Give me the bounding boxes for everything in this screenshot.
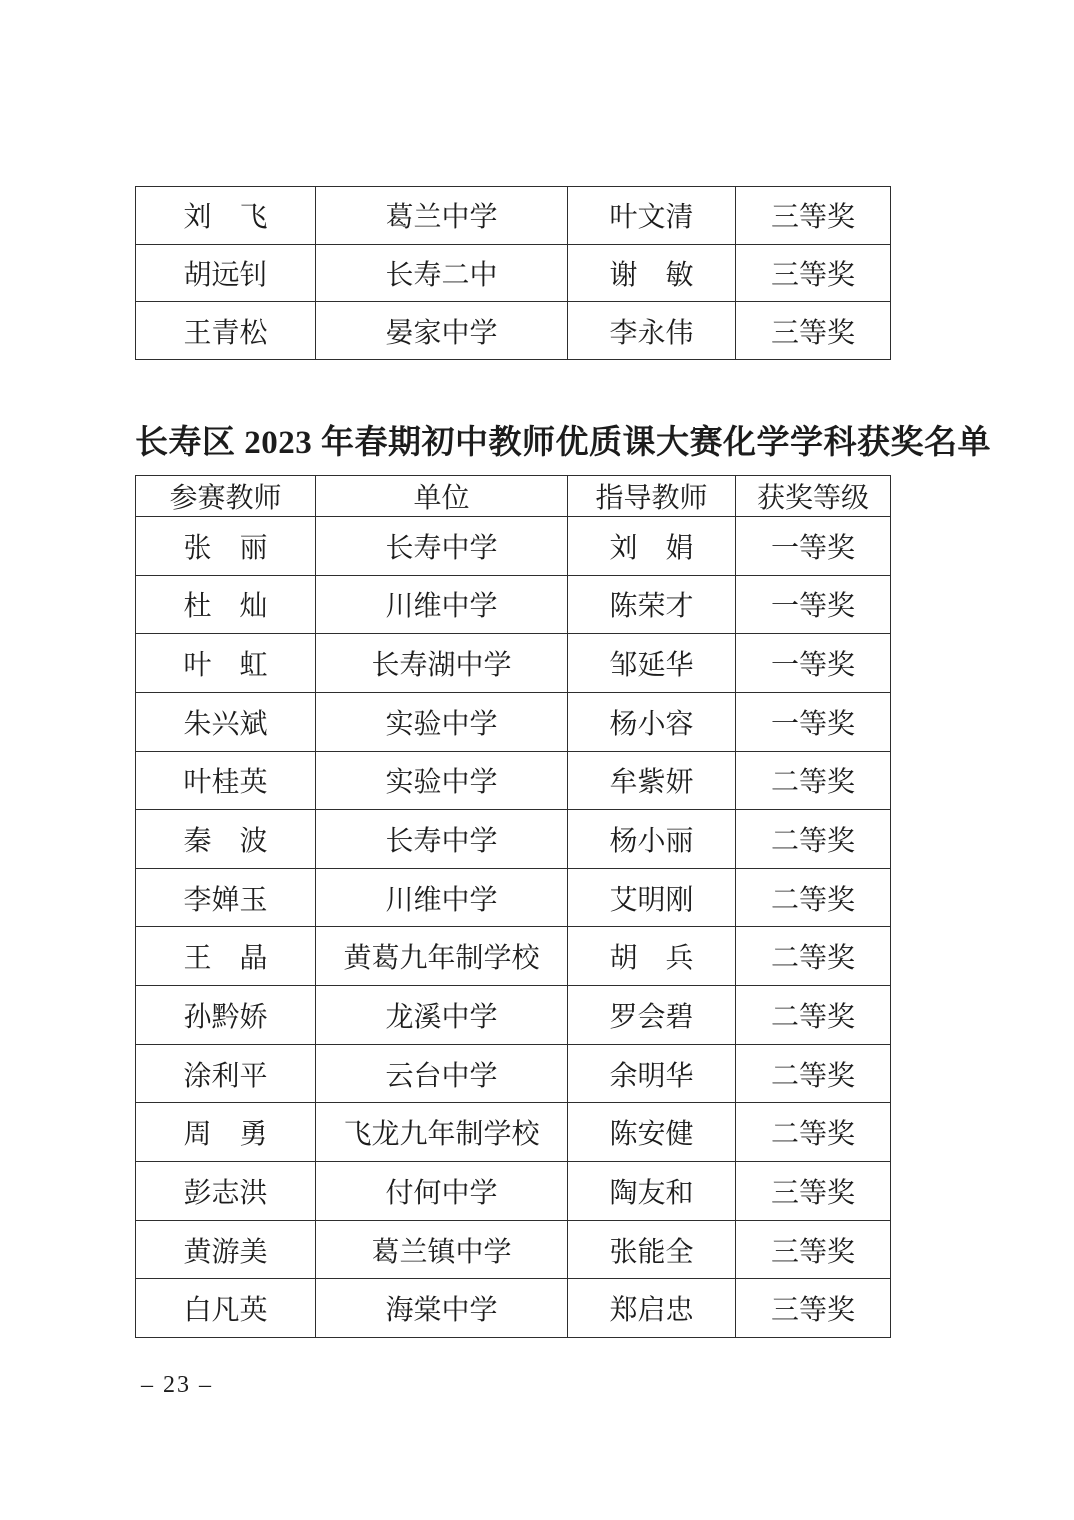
cell-mentor: 谢 敏 bbox=[568, 244, 736, 302]
cell-award: 三等奖 bbox=[736, 244, 891, 302]
header-school: 单位 bbox=[316, 476, 568, 517]
cell-mentor: 邹延华 bbox=[568, 634, 736, 693]
header-award: 获奖等级 bbox=[736, 476, 891, 517]
cell-school: 葛兰镇中学 bbox=[316, 1220, 568, 1279]
cell-award: 二等奖 bbox=[736, 927, 891, 986]
table-header-row bbox=[136, 476, 891, 517]
page-number: – 23 – bbox=[141, 1372, 213, 1398]
section-title: 长寿区 2023 年春期初中教师优质课大赛化学学科获奖名单 bbox=[135, 425, 991, 461]
cell-mentor: 牟紫妍 bbox=[568, 751, 736, 810]
cell-award: 三等奖 bbox=[736, 187, 891, 245]
table-row bbox=[136, 986, 891, 1045]
cell-participant: 黄游美 bbox=[136, 1220, 316, 1279]
cell-participant: 秦 波 bbox=[136, 810, 316, 869]
cell-participant: 杜 灿 bbox=[136, 575, 316, 634]
cell-participant: 胡远钊 bbox=[136, 244, 316, 302]
cell-mentor: 杨小丽 bbox=[568, 810, 736, 869]
table-row bbox=[136, 810, 891, 869]
header-mentor: 指导教师 bbox=[568, 476, 736, 517]
cell-mentor: 余明华 bbox=[568, 1044, 736, 1103]
cell-mentor: 罗会碧 bbox=[568, 986, 736, 1045]
cell-participant: 张 丽 bbox=[136, 517, 316, 576]
cell-mentor: 郑启忠 bbox=[568, 1279, 736, 1338]
cell-participant: 白凡英 bbox=[136, 1279, 316, 1338]
cell-school: 黄葛九年制学校 bbox=[316, 927, 568, 986]
cell-participant: 周 勇 bbox=[136, 1103, 316, 1162]
table-row bbox=[136, 868, 891, 927]
cell-school: 长寿二中 bbox=[316, 244, 568, 302]
cell-mentor: 陶友和 bbox=[568, 1162, 736, 1221]
table-row bbox=[136, 927, 891, 986]
cell-mentor: 叶文清 bbox=[568, 187, 736, 245]
cell-participant: 孙黔娇 bbox=[136, 986, 316, 1045]
cell-school: 付何中学 bbox=[316, 1162, 568, 1221]
cell-participant: 叶桂英 bbox=[136, 751, 316, 810]
cell-participant: 李婵玉 bbox=[136, 868, 316, 927]
table-row bbox=[136, 187, 891, 245]
cell-school: 长寿湖中学 bbox=[316, 634, 568, 693]
cell-award: 一等奖 bbox=[736, 634, 891, 693]
cell-mentor: 刘 娟 bbox=[568, 517, 736, 576]
cell-participant: 王 晶 bbox=[136, 927, 316, 986]
cell-mentor: 陈荣才 bbox=[568, 575, 736, 634]
cell-school: 龙溪中学 bbox=[316, 986, 568, 1045]
table-row bbox=[136, 1279, 891, 1338]
header-participant: 参赛教师 bbox=[136, 476, 316, 517]
table-row bbox=[136, 692, 891, 751]
cell-school: 长寿中学 bbox=[316, 517, 568, 576]
table-row bbox=[136, 634, 891, 693]
cell-mentor: 艾明刚 bbox=[568, 868, 736, 927]
cell-award: 三等奖 bbox=[736, 1279, 891, 1338]
cell-school: 实验中学 bbox=[316, 751, 568, 810]
cell-school: 晏家中学 bbox=[316, 302, 568, 360]
cell-award: 一等奖 bbox=[736, 692, 891, 751]
table-row bbox=[136, 575, 891, 634]
cell-award: 二等奖 bbox=[736, 810, 891, 869]
cell-school: 实验中学 bbox=[316, 692, 568, 751]
cell-school: 海棠中学 bbox=[316, 1279, 568, 1338]
cell-participant: 刘 飞 bbox=[136, 187, 316, 245]
cell-mentor: 胡 兵 bbox=[568, 927, 736, 986]
table-row bbox=[136, 302, 891, 360]
cell-school: 川维中学 bbox=[316, 868, 568, 927]
cell-school: 云台中学 bbox=[316, 1044, 568, 1103]
cell-award: 一等奖 bbox=[736, 575, 891, 634]
cell-school: 飞龙九年制学校 bbox=[316, 1103, 568, 1162]
table-row bbox=[136, 517, 891, 576]
cell-award: 三等奖 bbox=[736, 1220, 891, 1279]
cell-school: 川维中学 bbox=[316, 575, 568, 634]
cell-award: 二等奖 bbox=[736, 751, 891, 810]
cell-mentor: 李永伟 bbox=[568, 302, 736, 360]
awards-table bbox=[135, 475, 891, 1338]
cell-participant: 王青松 bbox=[136, 302, 316, 360]
cell-participant: 彭志洪 bbox=[136, 1162, 316, 1221]
cell-school: 长寿中学 bbox=[316, 810, 568, 869]
table-row bbox=[136, 1162, 891, 1221]
cell-school: 葛兰中学 bbox=[316, 187, 568, 245]
cell-mentor: 陈安健 bbox=[568, 1103, 736, 1162]
table-row bbox=[136, 244, 891, 302]
table-row bbox=[136, 751, 891, 810]
top-table bbox=[135, 186, 891, 360]
cell-participant: 叶 虹 bbox=[136, 634, 316, 693]
cell-mentor: 杨小容 bbox=[568, 692, 736, 751]
cell-award: 二等奖 bbox=[736, 1103, 891, 1162]
cell-award: 二等奖 bbox=[736, 868, 891, 927]
cell-award: 二等奖 bbox=[736, 986, 891, 1045]
cell-award: 一等奖 bbox=[736, 517, 891, 576]
table-row bbox=[136, 1220, 891, 1279]
cell-participant: 涂利平 bbox=[136, 1044, 316, 1103]
cell-award: 二等奖 bbox=[736, 1044, 891, 1103]
table-row bbox=[136, 1044, 891, 1103]
cell-mentor: 张能全 bbox=[568, 1220, 736, 1279]
cell-award: 三等奖 bbox=[736, 1162, 891, 1221]
cell-award: 三等奖 bbox=[736, 302, 891, 360]
table-row bbox=[136, 1103, 891, 1162]
cell-participant: 朱兴斌 bbox=[136, 692, 316, 751]
